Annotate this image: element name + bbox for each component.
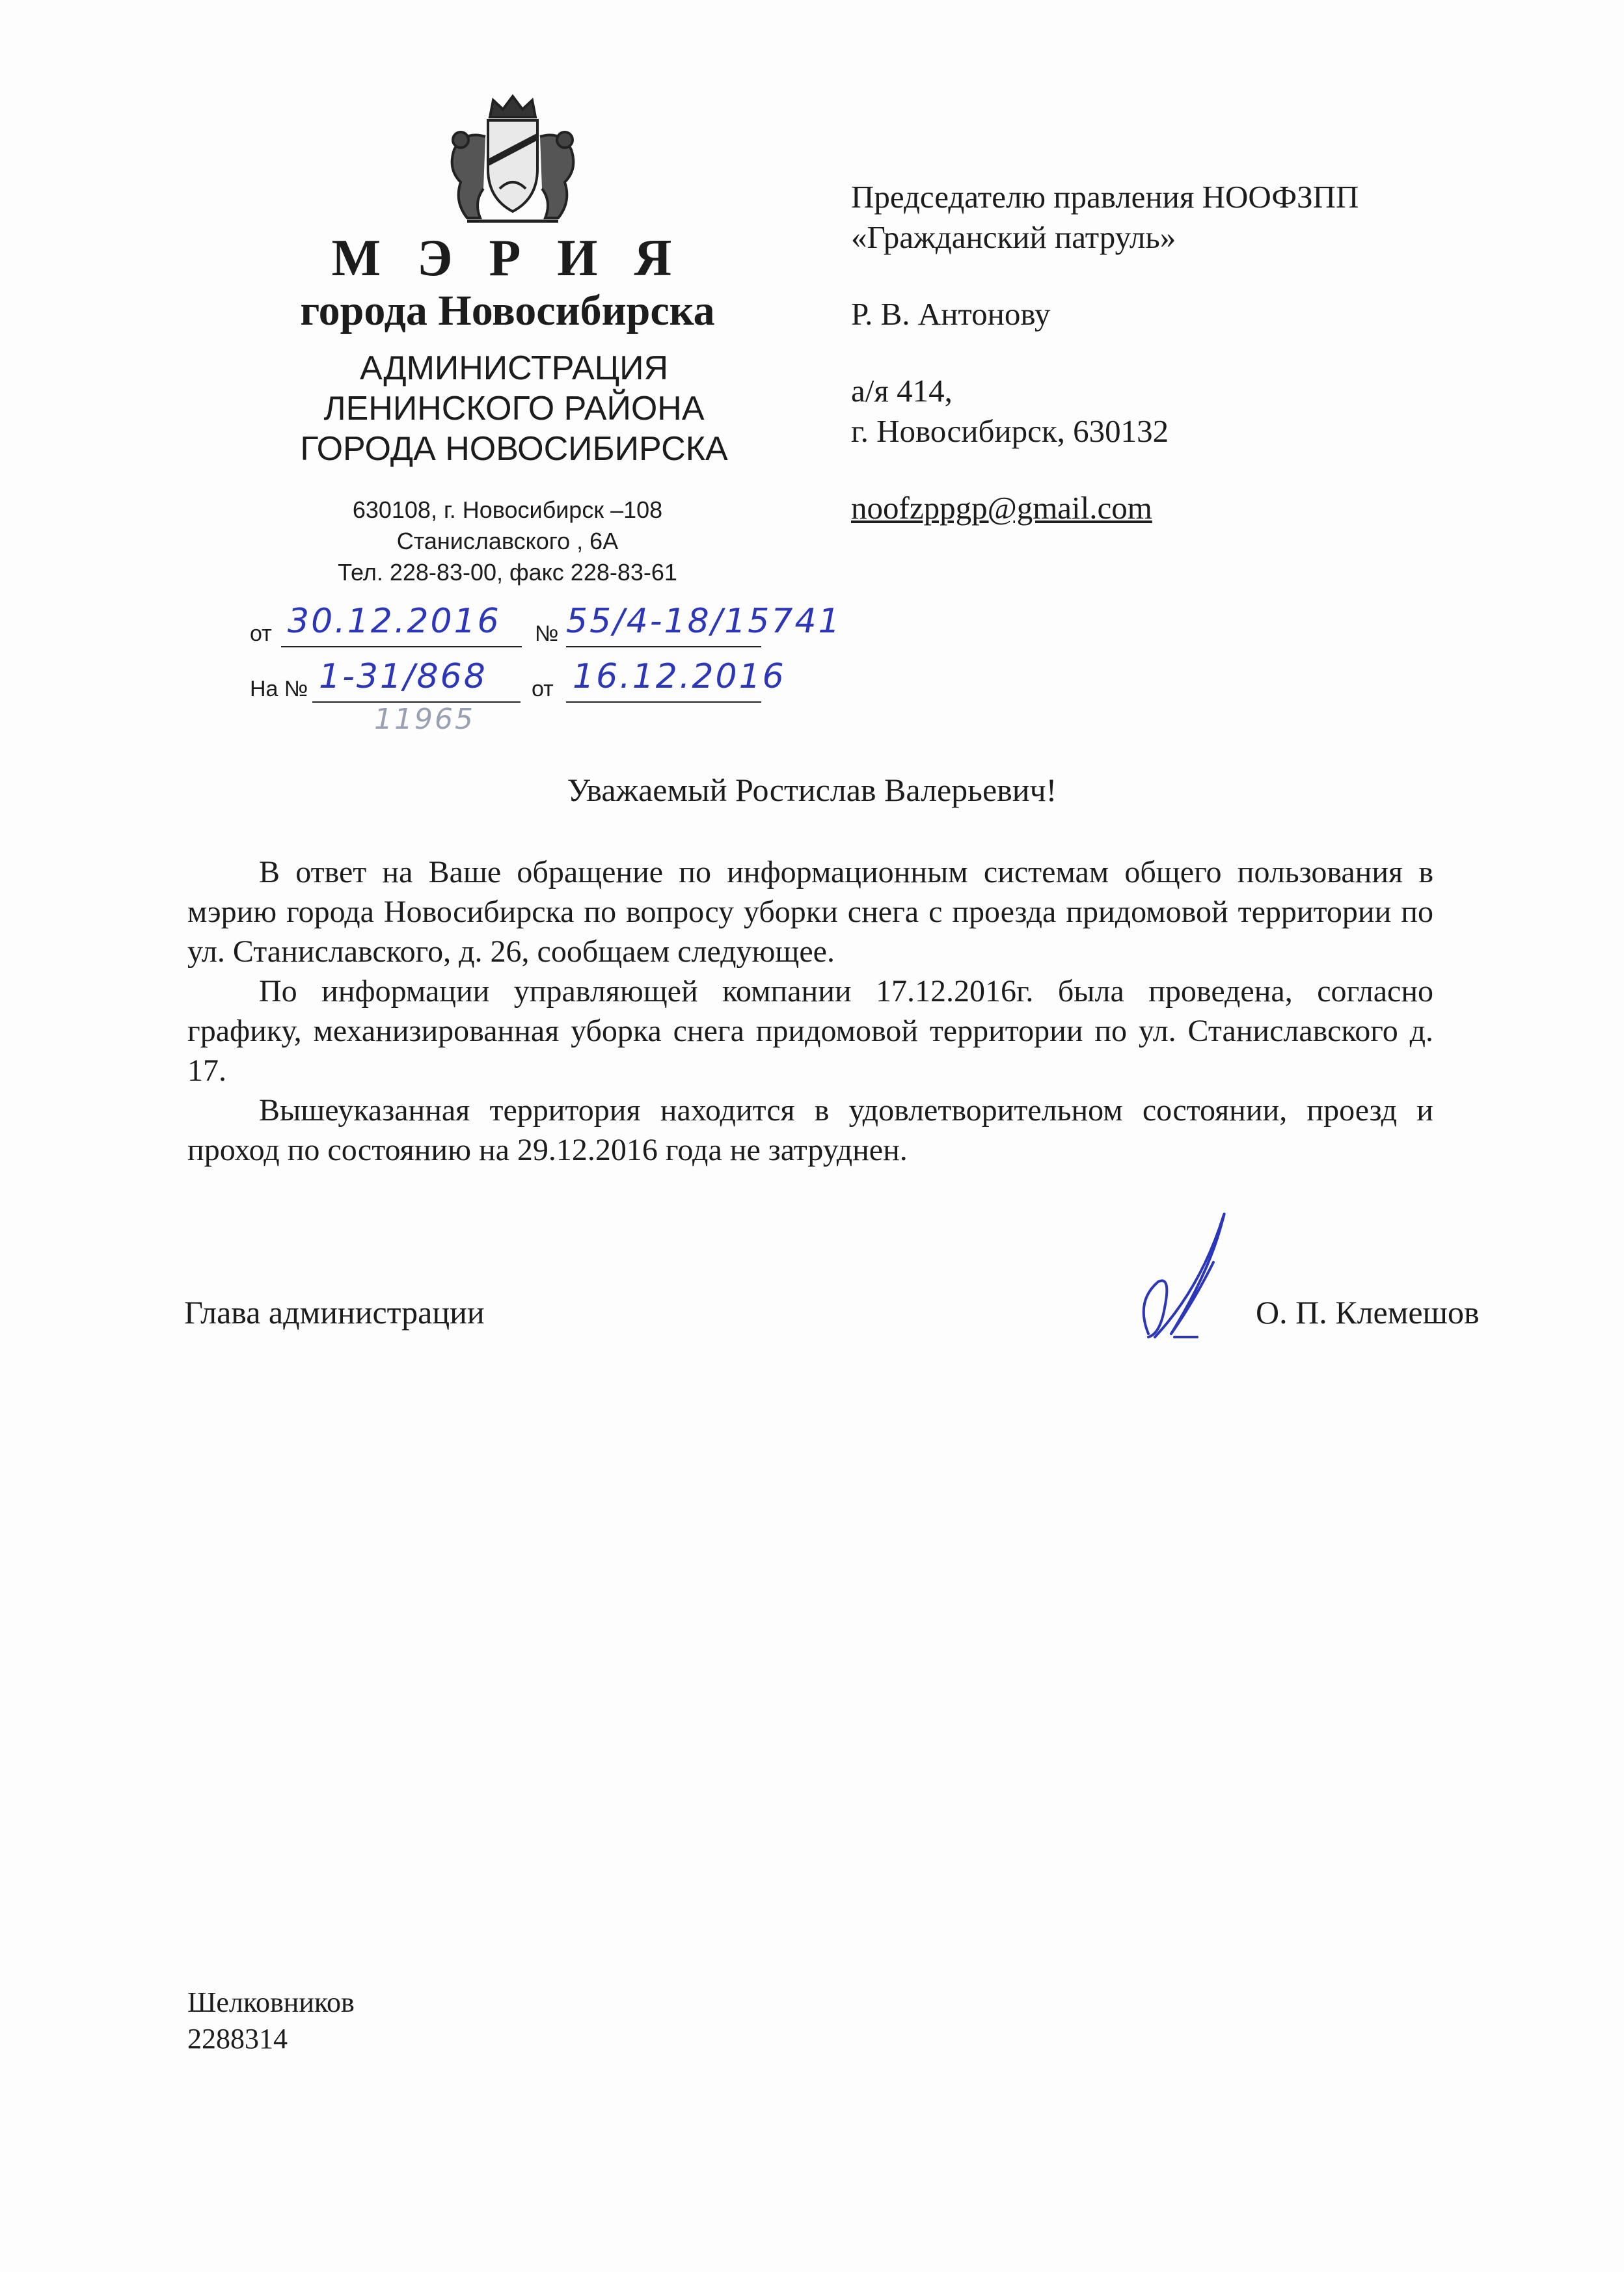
- signature-name: О. П. Клемешов: [1256, 1294, 1480, 1331]
- body-paragraph: Вышеуказанная территория находится в удовлетворительном состоянии, проезд и проход по состоянию на 29.12.2016 года не затруднен.: [187, 1093, 1433, 1167]
- executor-name: Шелковников: [187, 1986, 355, 2018]
- executor-phone: 2288314: [187, 2023, 288, 2055]
- letterhead-city: города Новосибирска: [300, 287, 715, 334]
- letterhead-address-line: Тел. 228-83-00, факс 228-83-61: [338, 559, 677, 586]
- reg-from-date: 30.12.2016: [288, 602, 501, 641]
- letter-body: [187, 852, 1433, 1170]
- body-paragraph: В ответ на Ваше обращение по информационным системам общего пользования в мэрию города Новосибирска по вопросу уборки снега с проезда придомовой территории по ул. Станиславского, д. 26, сообщаем следующее.: [187, 855, 1433, 969]
- letterhead-admin-line: ГОРОДА НОВОСИБИРСКА: [300, 430, 728, 468]
- body-paragraph: По информации управляющей компании 17.12.2016г. была проведена, согласно графику, механизированная уборка снега придомовой территории по ул. Станиславского д. 17.: [187, 974, 1433, 1088]
- letterhead-address-line: 630108, г. Новосибирск –108: [352, 496, 663, 523]
- reg-number-label: №: [535, 621, 559, 646]
- reg-number-value: 55/4-18/15741: [566, 602, 842, 641]
- reg-reply-number-extra: 11965: [374, 703, 475, 736]
- addressee-line: «Гражданский патруль»: [851, 219, 1176, 255]
- reg-number-underline: [566, 646, 761, 647]
- addressee-address-line: г. Новосибирск, 630132: [851, 413, 1169, 449]
- addressee-address-line: а/я 414,: [851, 373, 953, 409]
- reg-from-label: от: [250, 621, 272, 646]
- reg-reply-label: На №: [250, 677, 308, 701]
- executor-block: [187, 1984, 355, 2057]
- addressee-block: [851, 177, 1534, 528]
- addressee-name: Р. В. Антонову: [851, 296, 1051, 332]
- reg-reply-date: 16.12.2016: [573, 657, 786, 696]
- letterhead-admin-line: АДМИНИСТРАЦИЯ: [359, 349, 669, 387]
- reg-reply-number: 1-31/868: [319, 657, 487, 696]
- salutation: Уважаемый Ростислав Валерьевич!: [567, 772, 1057, 808]
- addressee-line: Председателю правления НООФЗПП: [851, 179, 1359, 215]
- novosibirsk-coat-of-arms-icon: [428, 91, 597, 231]
- handwritten-signature-icon: [1109, 1204, 1265, 1360]
- letterhead-address-line: Станиславского , 6А: [396, 528, 619, 554]
- letterhead-admin-line: ЛЕНИНСКОГО РАЙОНА: [323, 390, 705, 427]
- addressee-email: noofzppgp@gmail.com: [851, 490, 1152, 526]
- signature-title: Глава администрации: [184, 1294, 485, 1331]
- letterhead-mayoralty: М Э Р И Я: [331, 230, 684, 287]
- reg-reply-date-underline: [566, 701, 761, 703]
- letterhead-admin: [234, 348, 794, 469]
- letterhead-contacts: [247, 494, 768, 588]
- reg-reply-from-label: от: [532, 677, 554, 701]
- reg-date-underline: [281, 646, 522, 647]
